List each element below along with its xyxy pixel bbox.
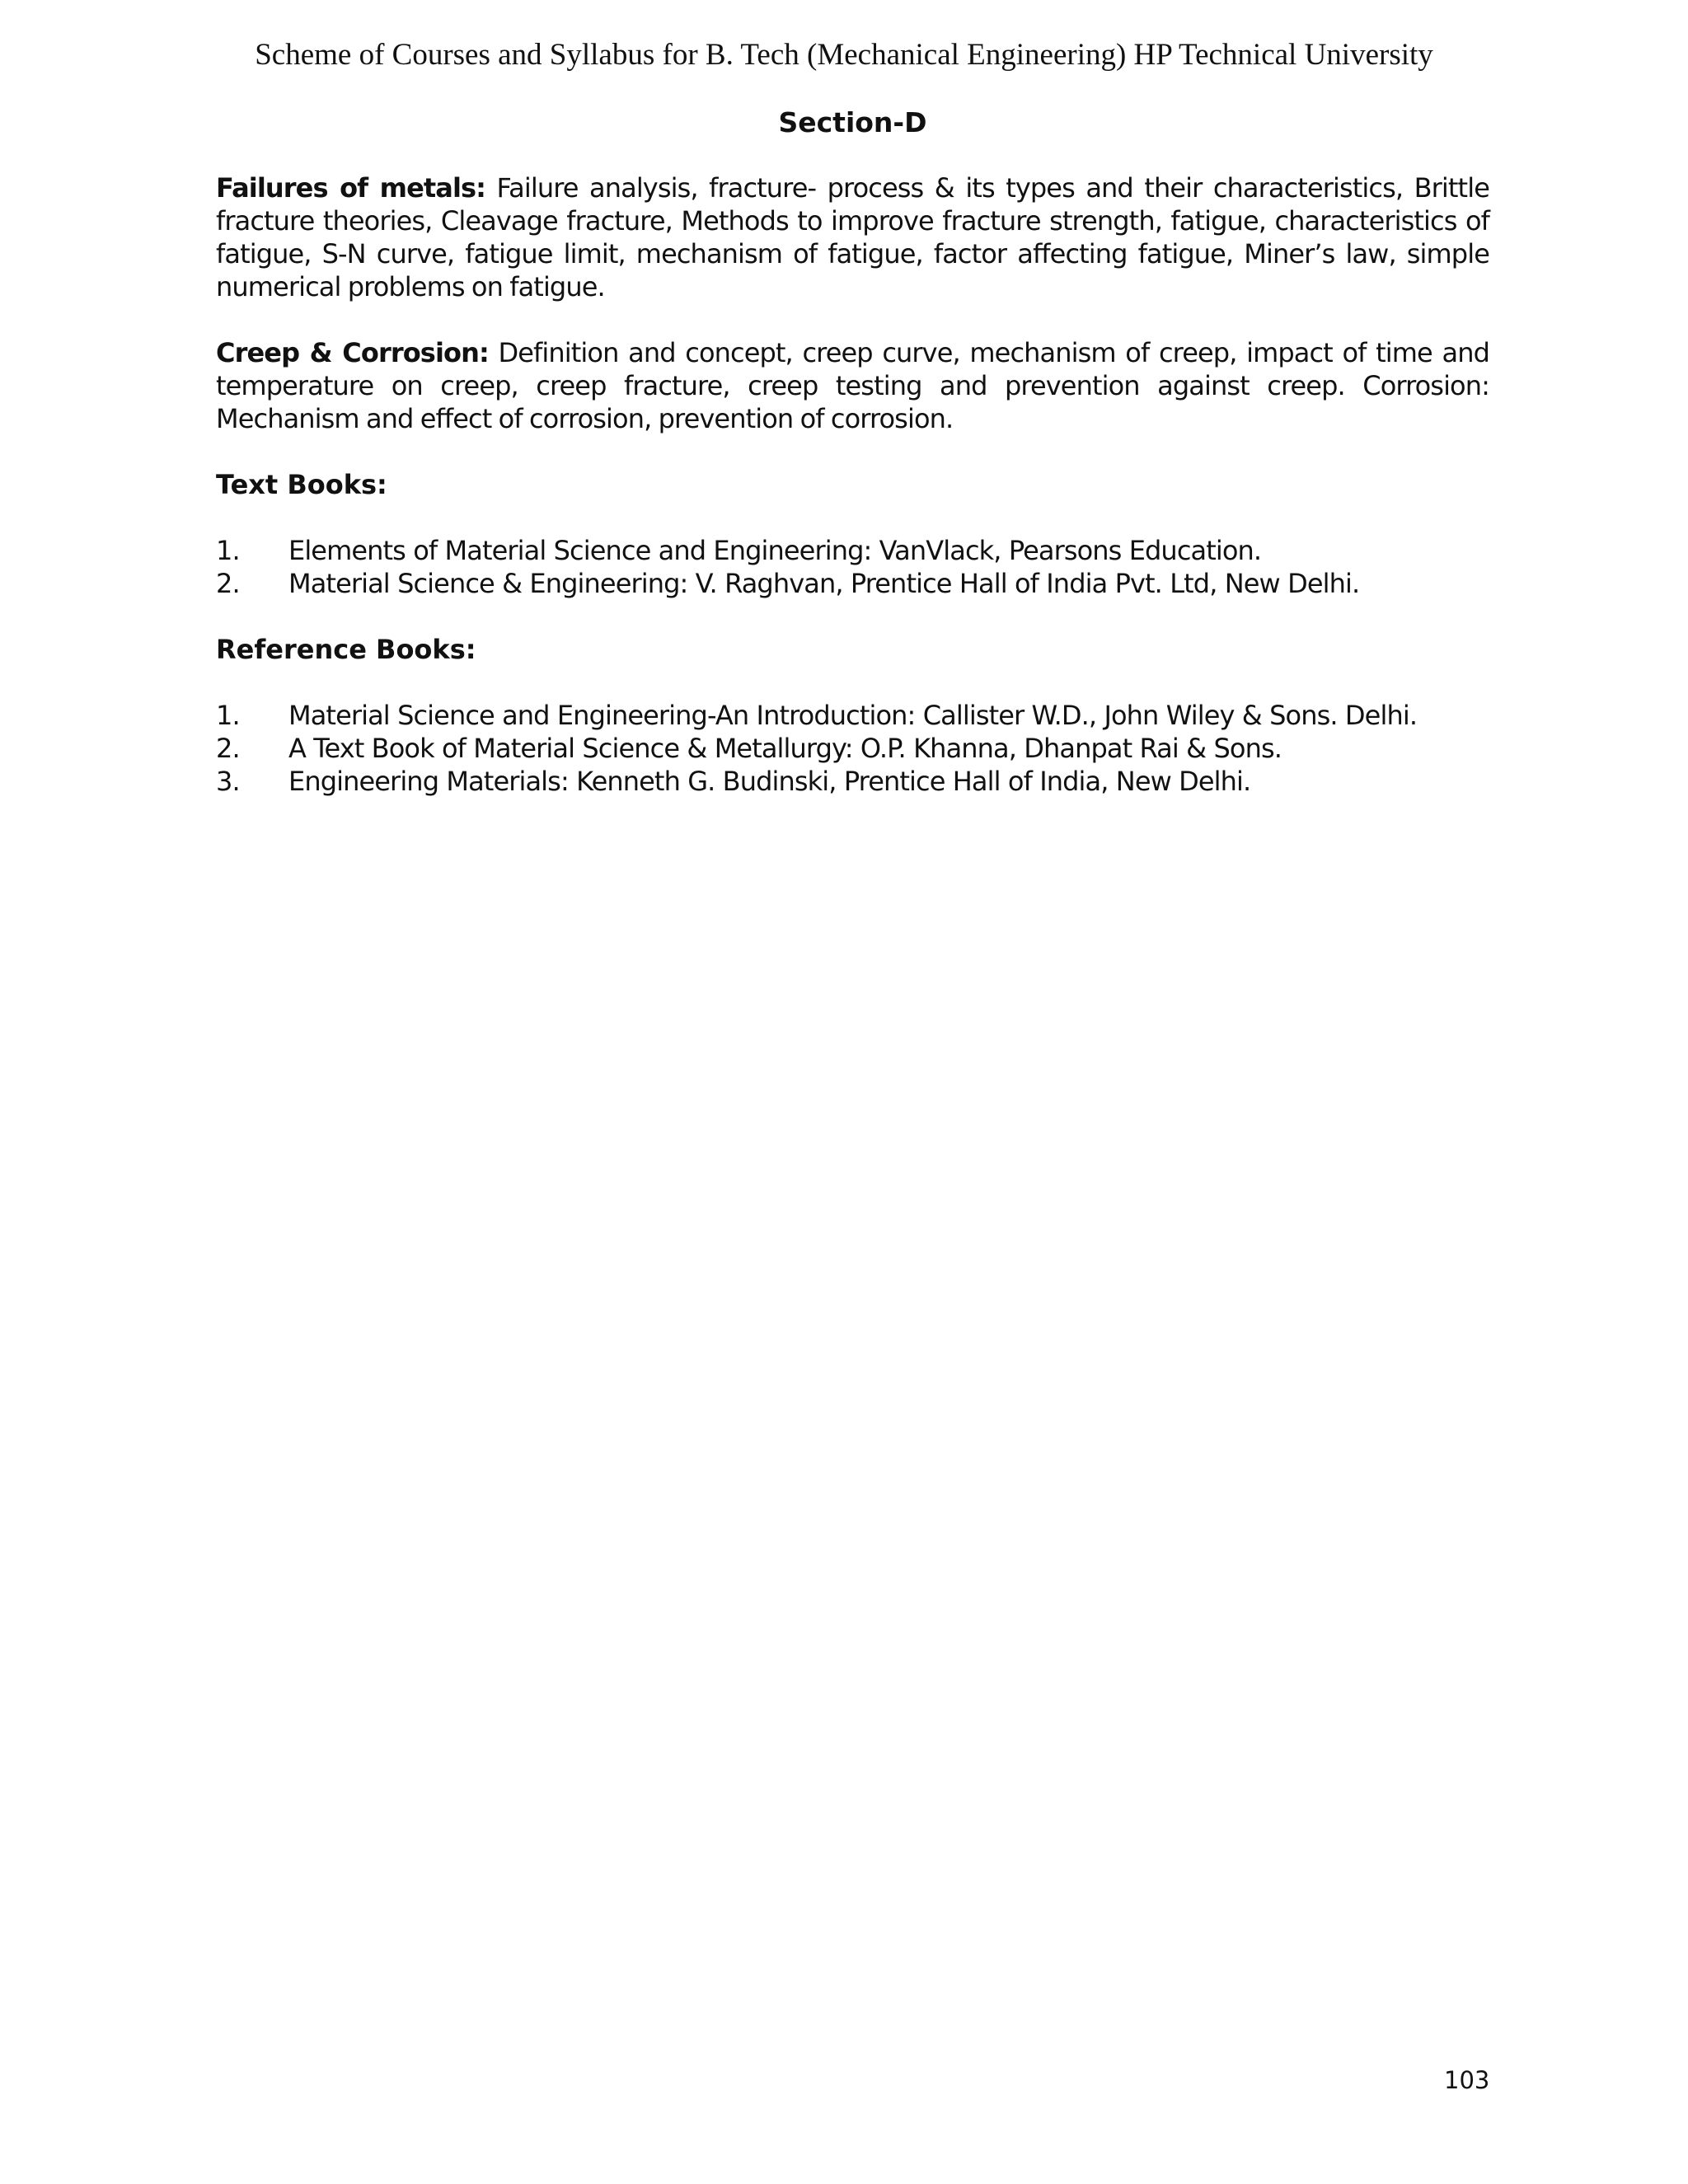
paragraph-text: Failure analysis, fracture- process & its types and their characteristics, Brittle fracture theories, Cleavage fracture, Methods to improve fracture strength, fatigue, characteristics of fatigue, S-N curve, fatigue limit, mechanism of fatigue, factor affecting fatigue, Miner’s law, simple numerical problems on fatigue. <box>216 172 1489 302</box>
list-item-number: 2. <box>216 733 240 764</box>
list-item-text: A Text Book of Material Science & Metallurgy: O.P. Khanna, Dhanpat Rai & Sons. <box>288 733 1282 764</box>
section-title: Section-D <box>778 106 927 138</box>
list-item <box>216 765 1489 798</box>
list-item <box>216 534 1489 567</box>
creep-corrosion-paragraph <box>216 336 1489 435</box>
paragraph-text: Definition and concept, creep curve, mechanism of creep, impact of time and temperature on creep, creep fracture, creep testing and prevention against creep. Corrosion: Mechanism and effect of corrosion, prevention of corrosion. <box>216 337 1489 434</box>
list-item-text: Elements of Material Science and Engineering: VanVlack, Pearsons Education. <box>288 535 1262 566</box>
list-item-number: 1. <box>216 700 240 731</box>
list-item <box>216 732 1489 765</box>
list-item <box>216 699 1489 732</box>
list-item-number: 1. <box>216 535 240 566</box>
list-item-text: Engineering Materials: Kenneth G. Budinski, Prentice Hall of India, New Delhi. <box>288 766 1251 797</box>
list-item-number: 3. <box>216 766 240 797</box>
paragraph-lead: Failures of metals: <box>216 172 486 204</box>
list-item-text: Material Science & Engineering: V. Raghvan, Prentice Hall of India Pvt. Ltd, New Delhi. <box>288 568 1360 599</box>
text-books-heading: Text Books: <box>216 469 387 500</box>
list-item-text: Material Science and Engineering-An Introduction: Callister W.D., John Wiley & Sons. Delhi. <box>288 700 1418 731</box>
list-item-number: 2. <box>216 568 240 599</box>
reference-books-heading: Reference Books: <box>216 634 476 665</box>
page-header: Scheme of Courses and Syllabus for B. Tech (Mechanical Engineering) HP Technical University <box>255 38 1433 72</box>
paragraph-lead: Creep & Corrosion: <box>216 337 489 368</box>
text-books-list <box>216 534 1489 600</box>
reference-books-list <box>216 699 1489 798</box>
list-item <box>216 567 1489 600</box>
document-body <box>216 104 1489 831</box>
page-number: 103 <box>1444 2066 1490 2094</box>
failures-of-metals-paragraph <box>216 171 1489 303</box>
